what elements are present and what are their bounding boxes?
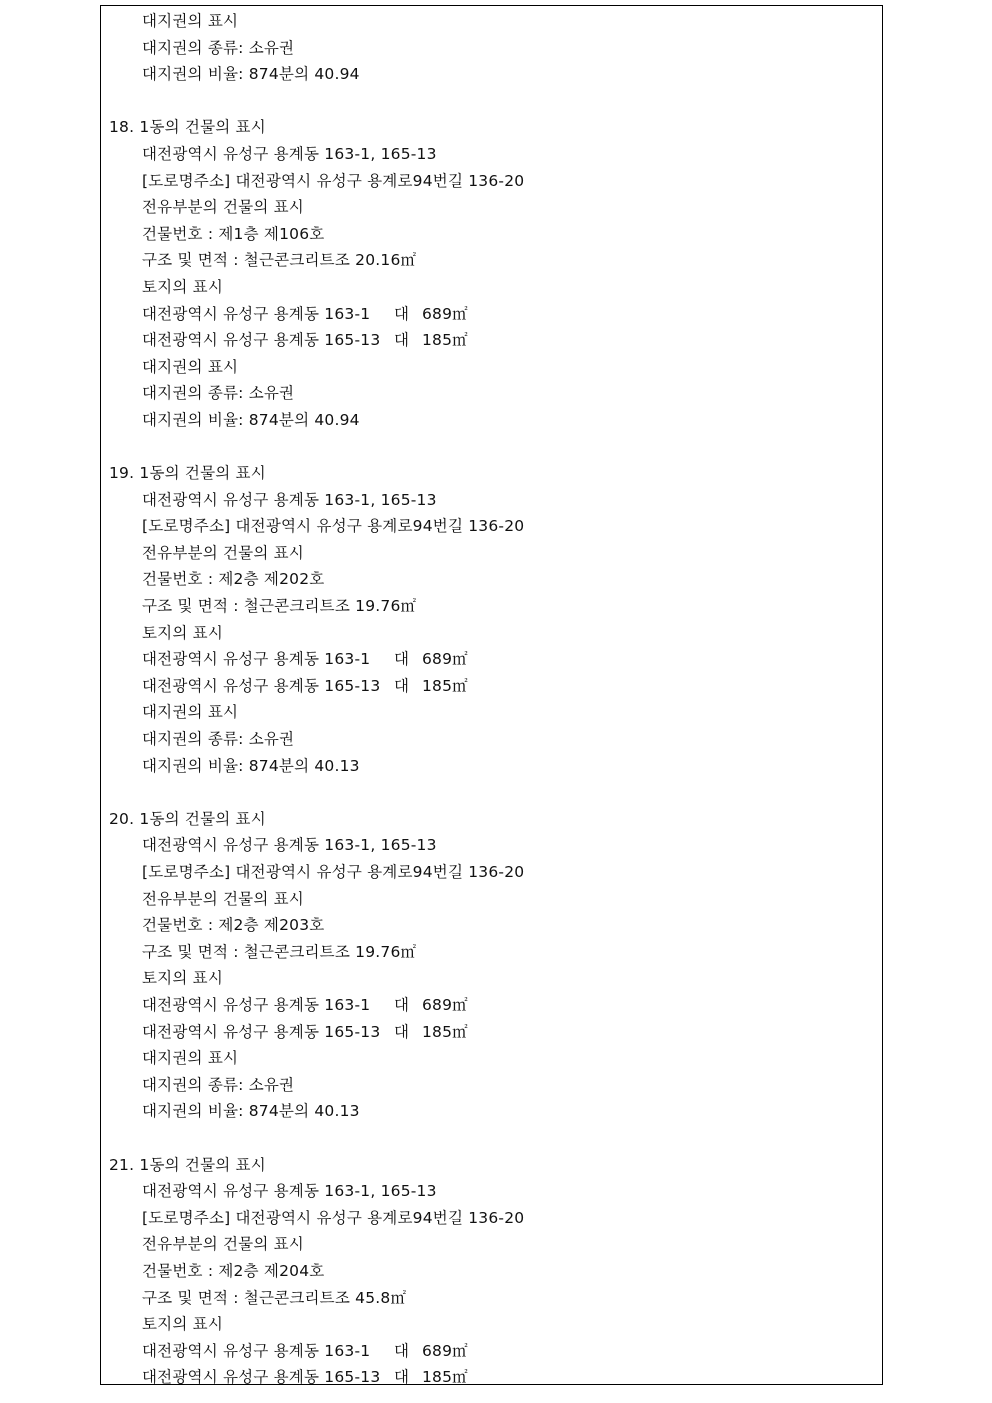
- land-title: 토지의 표시: [142, 969, 223, 988]
- land-row: [101, 301, 882, 328]
- land-use: 대: [394, 1368, 410, 1387]
- land-use: 대: [394, 1341, 410, 1360]
- land-right-title: 대지권의 표시: [142, 12, 239, 30]
- land-use: 대: [394, 650, 410, 669]
- land-use: 대: [394, 676, 410, 695]
- land-area: 689㎡: [422, 650, 468, 669]
- land-lot: 대전광역시 유성구 용계동 163-1: [142, 1341, 371, 1360]
- structure-area: 구조 및 면적 : 철근콘크리트조 45.8㎡: [142, 1288, 407, 1307]
- structure-area: 구조 및 면적 : 철근콘크리트조 20.16㎡: [142, 251, 417, 270]
- land-use: 대: [394, 995, 410, 1014]
- land-row: [101, 673, 882, 700]
- land-right-type: 대지권의 종류: 소유권: [142, 1075, 295, 1094]
- property-entry-20: [101, 806, 882, 1125]
- road-address: [도로명주소] 대전광역시 유성구 용계로94번길 136-20: [142, 1208, 525, 1227]
- land-area: 689㎡: [422, 995, 468, 1014]
- document-frame: [100, 5, 883, 1385]
- property-entry-21: [101, 1152, 882, 1391]
- land-lot: 대전광역시 유성구 용계동 165-13: [142, 676, 381, 695]
- land-use: 대: [394, 1022, 410, 1041]
- building-address: 대전광역시 유성구 용계동 163-1, 165-13: [142, 144, 437, 163]
- land-right-title: 대지권의 표시: [142, 1049, 239, 1068]
- land-right-ratio: 대지권의 비율: 874분의 40.13: [142, 756, 360, 775]
- land-lot: 대전광역시 유성구 용계동 163-1: [142, 995, 371, 1014]
- land-area: 185㎡: [422, 1022, 468, 1041]
- exclusive-part-title: 전유부분의 건물의 표시: [142, 889, 304, 908]
- land-row: [101, 1019, 882, 1046]
- land-right-title: 대지권의 표시: [142, 703, 239, 722]
- land-row: [101, 992, 882, 1019]
- land-use: 대: [394, 331, 410, 350]
- land-area: 689㎡: [422, 1341, 468, 1360]
- building-address: 대전광역시 유성구 용계동 163-1, 165-13: [142, 836, 437, 855]
- road-address: [도로명주소] 대전광역시 유성구 용계로94번길 136-20: [142, 863, 525, 881]
- land-area: 185㎡: [422, 1368, 468, 1387]
- land-area: 185㎡: [422, 331, 468, 350]
- land-lot: 대전광역시 유성구 용계동 163-1: [142, 304, 371, 323]
- land-lot: 대전광역시 유성구 용계동 165-13: [142, 331, 381, 350]
- road-address: [도로명주소] 대전광역시 유성구 용계로94번길 136-20: [142, 517, 525, 536]
- land-title: 토지의 표시: [142, 277, 223, 296]
- building-number: 건물번호 : 제2층 제204호: [142, 1261, 325, 1280]
- land-right-type: 대지권의 종류: 소유권: [142, 730, 295, 749]
- exclusive-part-title: 전유부분의 건물의 표시: [142, 1235, 304, 1254]
- building-number: 건물번호 : 제1층 제106호: [142, 224, 325, 243]
- land-row: [101, 1338, 882, 1365]
- land-lot: 대전광역시 유성구 용계동 165-13: [142, 1368, 381, 1387]
- land-lot: 대전광역시 유성구 용계동 165-13: [142, 1022, 381, 1041]
- land-right-ratio: 대지권의 비율: 874분의 40.94: [142, 65, 360, 84]
- land-right-type: 대지권의 종류: 소유권: [142, 38, 295, 57]
- building-address: 대전광역시 유성구 용계동 163-1, 165-13: [142, 1182, 437, 1201]
- spacer: [101, 1125, 882, 1152]
- spacer: [101, 434, 882, 461]
- building-address: 대전광역시 유성구 용계동 163-1, 165-13: [142, 490, 437, 509]
- entry-heading: 20. 1동의 건물의 표시: [109, 809, 266, 828]
- land-row: [101, 1364, 882, 1391]
- road-address: [도로명주소] 대전광역시 유성구 용계로94번길 136-20: [142, 171, 525, 190]
- property-entry-18: [101, 114, 882, 433]
- building-number: 건물번호 : 제2층 제203호: [142, 916, 325, 935]
- land-lot: 대전광역시 유성구 용계동 163-1: [142, 650, 371, 669]
- land-use: 대: [394, 304, 410, 323]
- land-row: [101, 327, 882, 354]
- land-row: [101, 646, 882, 673]
- entry-heading: 19. 1동의 건물의 표시: [109, 464, 266, 483]
- exclusive-part-title: 전유부분의 건물의 표시: [142, 198, 304, 217]
- structure-area: 구조 및 면적 : 철근콘크리트조 19.76㎡: [142, 942, 417, 961]
- land-title: 토지의 표시: [142, 623, 223, 642]
- entry-heading: 18. 1동의 건물의 표시: [109, 118, 266, 137]
- structure-area: 구조 및 면적 : 철근콘크리트조 19.76㎡: [142, 597, 417, 616]
- document-content: [101, 8, 882, 1391]
- land-title: 토지의 표시: [142, 1315, 223, 1334]
- land-right-title: 대지권의 표시: [142, 357, 239, 376]
- land-area: 689㎡: [422, 304, 468, 323]
- land-right-type: 대지권의 종류: 소유권: [142, 384, 295, 403]
- spacer: [101, 779, 882, 806]
- land-right-ratio: 대지권의 비율: 874분의 40.13: [142, 1102, 360, 1121]
- entry-heading: 21. 1동의 건물의 표시: [109, 1155, 266, 1174]
- property-entry-19: [101, 460, 882, 779]
- spacer: [101, 88, 882, 115]
- exclusive-part-title: 전유부분의 건물의 표시: [142, 543, 304, 562]
- building-number: 건물번호 : 제2층 제202호: [142, 570, 325, 589]
- land-area: 185㎡: [422, 676, 468, 695]
- land-right-ratio: 대지권의 비율: 874분의 40.94: [142, 410, 360, 429]
